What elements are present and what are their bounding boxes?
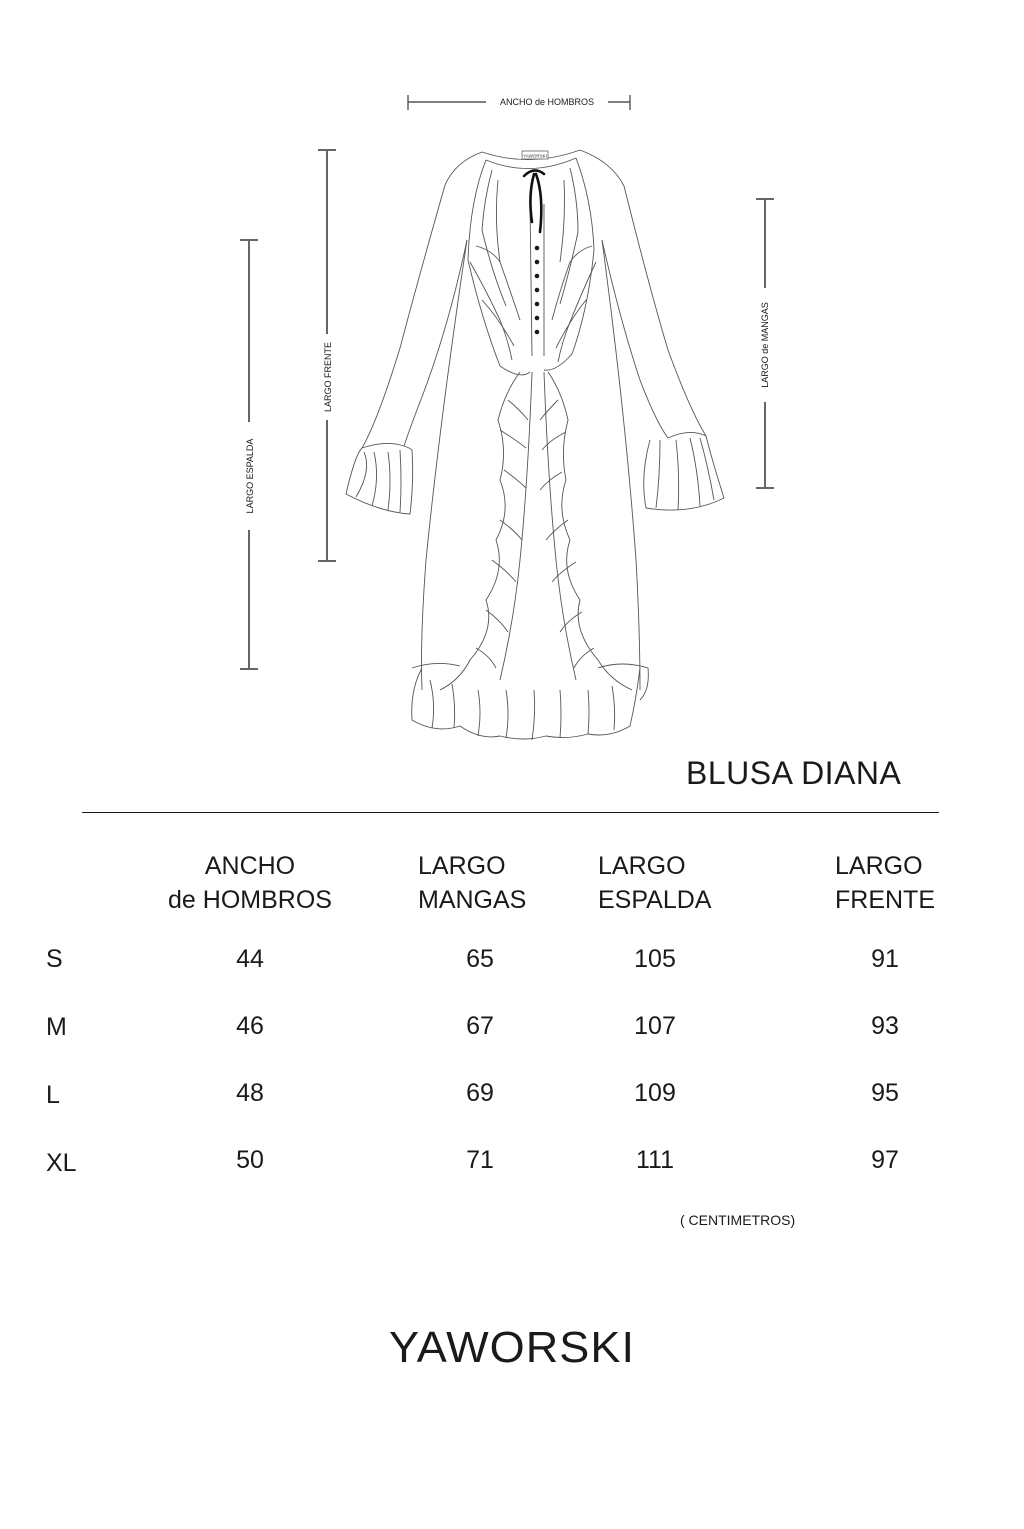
header-front-length: LARGO FRENTE <box>835 852 935 914</box>
brand-logo <box>386 1318 638 1370</box>
table-cell: 46 <box>236 1012 264 1040</box>
neck-bow <box>524 170 544 232</box>
table-cell: 95 <box>871 1079 899 1107</box>
units-note: ( CENTIMETROS) <box>680 1212 796 1228</box>
header-shoulder-width: ANCHO de HOMBROS <box>168 852 332 914</box>
back-length-label: LARGO ESPALDA <box>245 438 255 514</box>
garment-sketch <box>0 0 1024 760</box>
front-length-label: LARGO FRENTE <box>323 341 333 413</box>
blouse-outline <box>346 150 724 740</box>
size-label-m: M <box>46 1013 67 1041</box>
table-cell: 71 <box>466 1146 494 1174</box>
table-cell: 65 <box>466 945 494 973</box>
table-cell: 109 <box>634 1079 676 1107</box>
table-cell: 44 <box>236 945 264 973</box>
table-cell: 48 <box>236 1079 264 1107</box>
brand-logo-mark <box>386 1318 638 1370</box>
table-cell: 67 <box>466 1012 494 1040</box>
table-cell: 93 <box>871 1012 899 1040</box>
size-label-s: S <box>46 945 63 973</box>
table-cell: 111 <box>635 1146 674 1174</box>
header-sleeve-length: LARGO MANGAS <box>418 852 527 914</box>
table-cell: 105 <box>634 945 676 973</box>
header-back-length: LARGO ESPALDA <box>598 852 712 914</box>
table-cell: 69 <box>466 1079 494 1107</box>
neck-tag-label: YAWORSKI <box>523 153 547 159</box>
product-title: BLUSA DIANA <box>686 755 902 791</box>
table-cell: 97 <box>871 1146 899 1174</box>
width-label: ANCHO de HOMBROS <box>499 97 595 107</box>
divider <box>82 812 939 813</box>
table-cell: 107 <box>634 1012 676 1040</box>
size-label-xl: XL <box>46 1149 77 1177</box>
placket-buttons <box>535 246 540 335</box>
size-label-l: L <box>46 1081 60 1109</box>
sleeve-length-label: LARGO de MANGAS <box>760 302 770 388</box>
brand-name: YAWORSKI <box>389 1323 635 1370</box>
garment-diagram <box>0 0 1024 760</box>
table-cell: 91 <box>871 945 899 973</box>
table-cell: 50 <box>236 1146 264 1174</box>
